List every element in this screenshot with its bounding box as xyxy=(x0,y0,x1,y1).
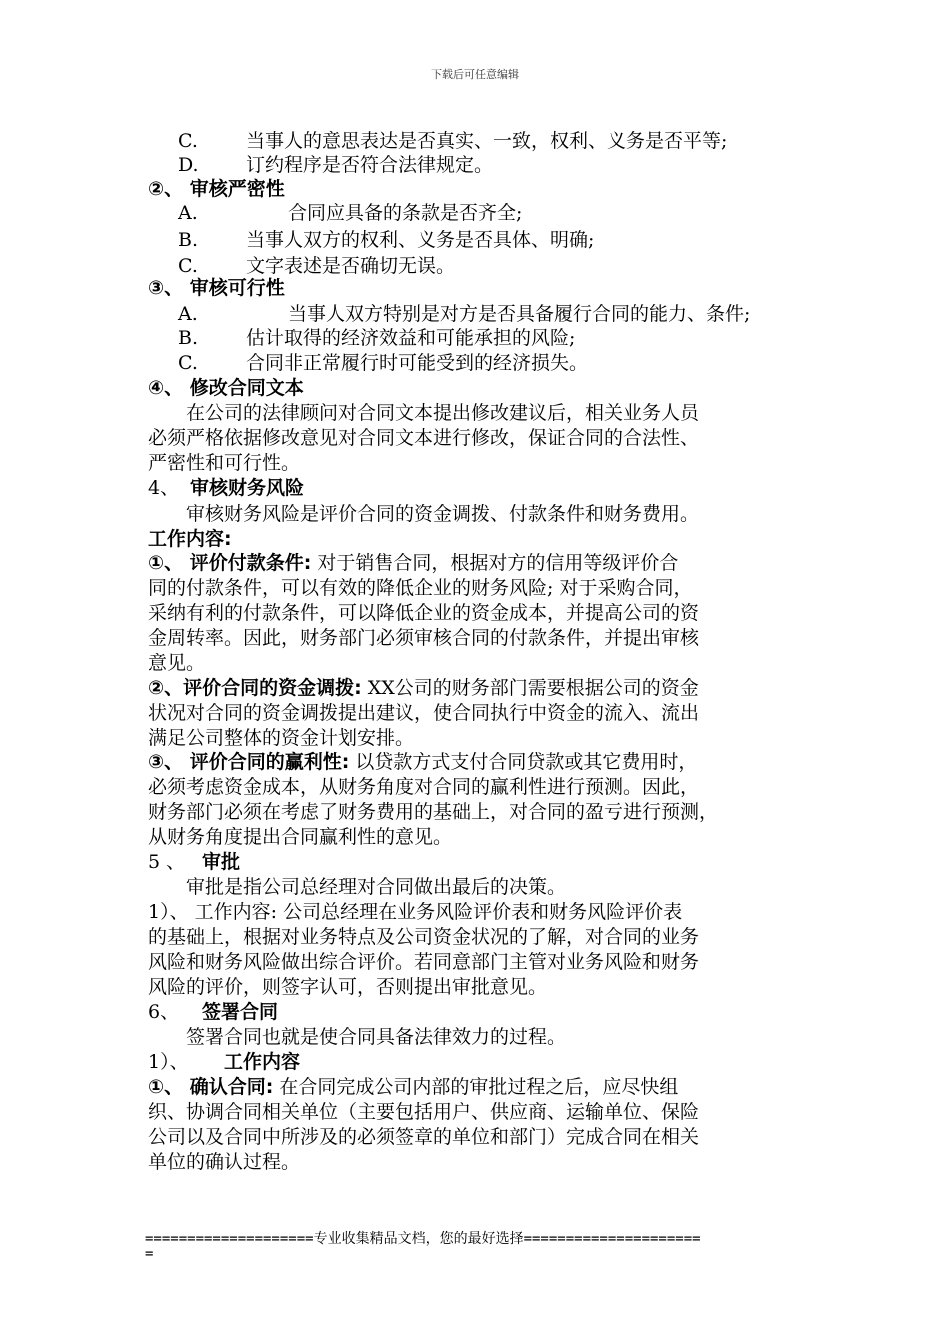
paragraph-line: 意见。 xyxy=(148,652,206,674)
paragraph-line: 必须考虑资金成本，从财务角度对合同的赢利性进行预测。因此， xyxy=(148,776,700,798)
page-footer-continuation: = xyxy=(145,1246,154,1262)
confirm-contract-line xyxy=(148,1075,678,1099)
payment-terms-line xyxy=(148,551,678,575)
heading-strictness: ②、 审核严密性 xyxy=(148,178,285,200)
subsection-number: 1）、 xyxy=(148,1051,189,1073)
fund-allocation-line xyxy=(148,676,699,700)
section-5-number: 5 、 xyxy=(148,851,186,873)
item-b-label: B. xyxy=(178,229,199,251)
payment-terms-heading: ①、 评价付款条件: xyxy=(148,552,312,574)
item-b-text: 估计取得的经济效益和可能承担的风险; xyxy=(246,327,576,349)
paragraph-line: 必须严格依据修改意见对合同文本进行修改，保证合同的合法性、 xyxy=(148,427,700,449)
fund-allocation-heading: ②、评价合同的资金调拨: xyxy=(148,677,362,699)
item-a-label: A. xyxy=(178,303,198,325)
item-c-text: 合同非正常履行时可能受到的经济损失。 xyxy=(246,352,589,374)
paragraph-line: 审核财务风险是评价合同的资金调拨、付款条件和财务费用。 xyxy=(186,503,700,525)
item-c-text: 文字表述是否确切无误。 xyxy=(246,255,456,277)
paragraph-line: 从财务角度提出合同赢利性的意见。 xyxy=(148,826,453,848)
heading-revise: ④、 修改合同文本 xyxy=(148,377,304,399)
paragraph-text: 以贷款方式支付合同贷款或其它费用时， xyxy=(355,751,698,773)
section-5-title: 审批 xyxy=(202,851,241,873)
paragraph-line: 公司以及合同中所涉及的必须签章的单位和部门）完成合同在相关 xyxy=(148,1126,700,1148)
item-d-text: 订约程序是否符合法律规定。 xyxy=(246,154,494,176)
item-a-text: 合同应具备的条款是否齐全; xyxy=(288,202,523,224)
item-a-text: 当事人双方特别是对方是否具备履行合同的能力、条件; xyxy=(288,303,751,325)
item-b-label: B. xyxy=(178,327,199,349)
item-a-label: A. xyxy=(178,202,198,224)
page-header: 下载后可任意编辑 xyxy=(431,68,519,81)
paragraph-line: 单位的确认过程。 xyxy=(148,1151,301,1173)
profitability-heading: ③、 评价合同的赢利性: xyxy=(148,751,350,773)
paragraph-line: 1）、 工作内容: 公司总经理在业务风险评价表和财务风险评价表 xyxy=(148,901,683,923)
paragraph-text: XX公司的财务部门需要根据公司的资金 xyxy=(367,677,699,699)
page-footer: ====================专业收集精品文档，您的最好选择===================== xyxy=(145,1231,701,1247)
paragraph-line: 金周转率。因此，财务部门必须审核合同的付款条件，并提出审核 xyxy=(148,627,700,649)
item-d-label: D. xyxy=(178,154,199,176)
item-c-label: C. xyxy=(178,352,198,374)
subsection-title: 工作内容 xyxy=(224,1051,301,1073)
paragraph-line: 织、协调合同相关单位（主要包括用户、供应商、运输单位、保险 xyxy=(148,1101,700,1123)
item-c-label: C. xyxy=(178,255,198,277)
paragraph-line: 财务部门必须在考虑了财务费用的基础上，对合同的盈亏进行预测， xyxy=(148,801,719,823)
profitability-line xyxy=(148,750,697,774)
paragraph-line: 签署合同也就是使合同具备法律效力的过程。 xyxy=(186,1026,567,1048)
item-b-text: 当事人双方的权利、义务是否具体、明确; xyxy=(246,229,595,251)
confirm-contract-heading: ①、 确认合同: xyxy=(148,1076,274,1098)
section-4-title: 审核财务风险 xyxy=(190,477,305,499)
paragraph-line: 满足公司整体的资金计划安排。 xyxy=(148,727,415,749)
paragraph-line: 采纳有利的付款条件，可以降低企业的资金成本，并提高公司的资 xyxy=(148,602,700,624)
paragraph-line: 的基础上，根据对业务特点及公司资金状况的了解，对合同的业务 xyxy=(148,926,700,948)
work-content-heading: 工作内容: xyxy=(148,528,232,550)
item-c-text: 当事人的意思表达是否真实、一致，权利、义务是否平等; xyxy=(246,130,728,152)
paragraph-line: 同的付款条件，可以有效的降低企业的财务风险; 对于采购合同， xyxy=(148,577,693,599)
heading-feasibility: ③、 审核可行性 xyxy=(148,277,285,299)
paragraph-text: 在合同完成公司内部的审批过程之后，应尽快组 xyxy=(279,1076,679,1098)
section-6-number: 6、 xyxy=(148,1001,180,1023)
paragraph-line: 状况对合同的资金调拨提出建议，使合同执行中资金的流入、流出 xyxy=(148,702,700,724)
paragraph-line: 风险和财务风险做出综合评价。若同意部门主管对业务风险和财务 xyxy=(148,951,700,973)
paragraph-line: 审批是指公司总经理对合同做出最后的决策。 xyxy=(186,876,567,898)
section-6-title: 签署合同 xyxy=(202,1001,279,1023)
section-4-number: 4、 xyxy=(148,477,180,499)
paragraph-line: 在公司的法律顾问对合同文本提出修改建议后，相关业务人员 xyxy=(186,402,700,424)
paragraph-line: 严密性和可行性。 xyxy=(148,452,301,474)
paragraph-text: 对于销售合同，根据对方的信用等级评价合 xyxy=(317,552,679,574)
paragraph-line: 风险的评价，则签字认可，否则提出审批意见。 xyxy=(148,976,548,998)
item-c-label: C. xyxy=(178,130,198,152)
